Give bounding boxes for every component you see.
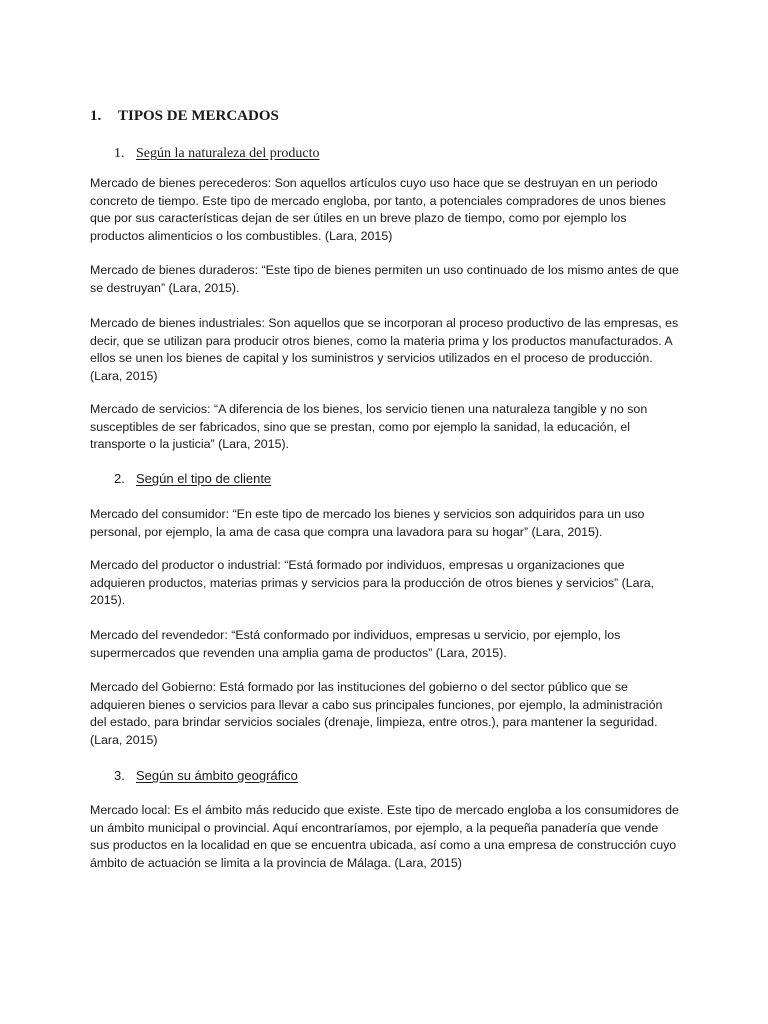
section-heading-3 [114,767,298,784]
paragraph-gobierno: Mercado del Gobierno: Está formado por las instituciones del gobierno o del sector público que se adquieren bienes o servicios para llevar a cabo sus principales funciones, por ejemplo, la administración del estado, para brindar servicios sociales (drenaje, limpieza, entre otros.), para mantener la seguridad. (Lara, 2015) [90,680,663,747]
main-heading-number: 1. [90,108,102,124]
paragraph-consumidor: Mercado del consumidor: “En este tipo de mercado los bienes y servicios son adquiridos para un uso personal, por ejemplo, la ama de casa que compra una lavadora para su hogar” (Lara, 2015). [90,507,645,539]
section-number: 1. [114,146,125,161]
paragraph-mercado-local: Mercado local: Es el ámbito más reducido que existe. Este tipo de mercado engloba a los consumidores de un ámbito municipal o provincial. Aquí encontraríamos, por ejemplo, a la pequeña panadería que vende sus productos en la localidad en que se encuentra ubicada, así como a una empresa de construcción cuyo ámbito de actuación se limita a la provincia de Málaga. (Lara, 2015) [90,803,679,870]
section-heading-2 [114,470,271,487]
section-heading-1 [114,145,319,162]
section-title: Según su ámbito geográfico [136,768,298,783]
section-number: 3. [114,768,125,783]
section-title: Según el tipo de cliente [136,471,272,486]
paragraph-productor: Mercado del productor o industrial: “Está formado por individuos, empresas u organizaciones que adquieren productos, materias primas y servicios para la producción de otros bienes y servicios” (Lara, 2015). [90,558,655,607]
main-heading [90,108,279,125]
section-title: Según la naturaleza del producto [136,146,320,161]
main-heading-text: TIPOS DE MERCADOS [118,108,279,124]
paragraph-bienes-duraderos: Mercado de bienes duraderos: “Este tipo de bienes permiten un uso continuado de los mismo antes de que se destruyan” (Lara, 2015). [90,263,679,295]
paragraph-servicios: Mercado de servicios: “A diferencia de los bienes, los servicio tienen una naturaleza tangible y no son susceptibles de ser fabricados, sino que se prestan, como por ejemplo la sanidad, la educación, el transporte o la justicia” (Lara, 2015). [90,402,648,451]
section-number: 2. [114,471,125,486]
paragraph-bienes-industriales: Mercado de bienes industriales: Son aquellos que se incorporan al proceso productivo de las empresas, es decir, que se utilizan para producir otros bienes, como la materia prima y los productos manufacturados. A ellos se unen los bienes de capital y los suministros y servicios utilizados en el proceso de producción. (Lara, 2015) [90,316,679,383]
paragraph-bienes-perecederos: Mercado de bienes perecederos: Son aquellos artículos cuyo uso hace que se destruyan en un periodo concreto de tiempo. Este tipo de mercado engloba, por tanto, a potenciales compradores de unos bienes que por sus características dejan de ser útiles en un breve plazo de tiempo, como por ejemplo los productos alimenticios o los combustibles. (Lara, 2015) [90,176,666,243]
paragraph-revendedor: Mercado del revendedor: “Está conformado por individuos, empresas u servicio, por ejemplo, los supermercados que revenden una amplia gama de productos” (Lara, 2015). [90,628,621,660]
